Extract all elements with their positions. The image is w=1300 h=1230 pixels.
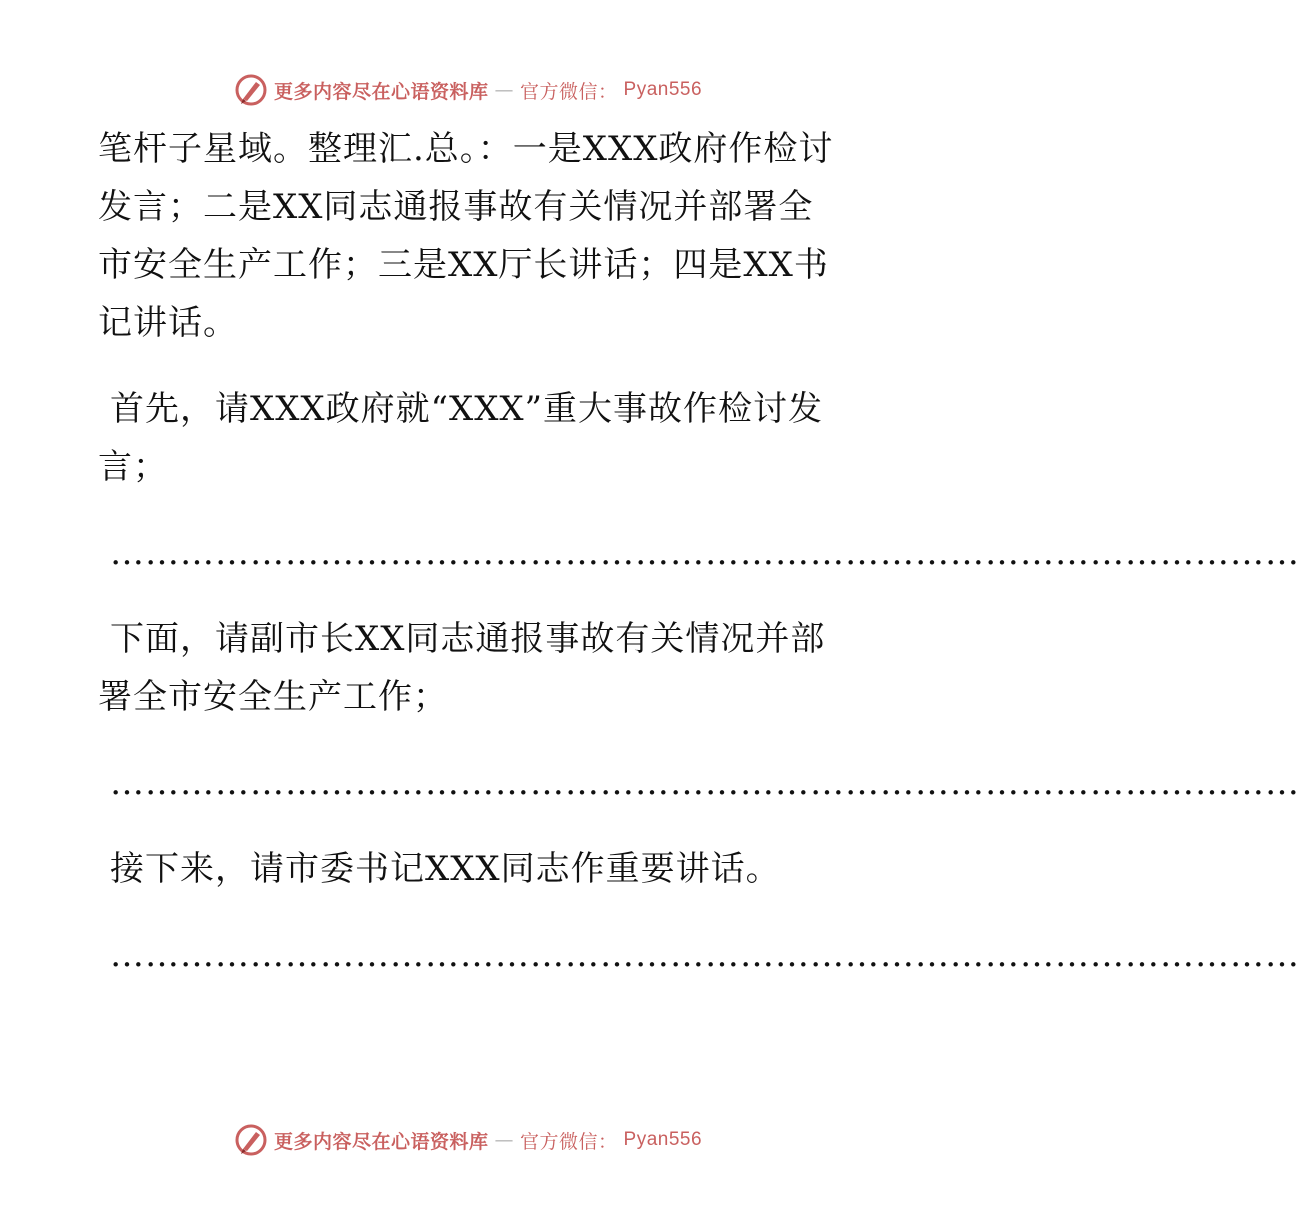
watermark-separator: — bbox=[494, 79, 515, 101]
paragraph-next: 下面，请副市长XX同志通报事故有关情况并部署全市安全生产工作； bbox=[98, 619, 826, 717]
paragraph-ellipsis-2: ………………………………………………………………………………………… bbox=[110, 763, 1300, 803]
paragraph-agenda: 笔杆子星域。整理汇.总。：一是XXX政府作检讨发言；二是XX同志通报事故有关情况并部署全市安全生产工作；三是XX厅长讲话；四是XX书记讲话。 bbox=[98, 129, 834, 343]
paragraph-then: 接下来，请市委书记XXX同志作重要讲话。 bbox=[110, 849, 781, 889]
watermark-sub-text: 官方微信： bbox=[520, 1130, 618, 1153]
header-watermark bbox=[234, 72, 702, 108]
watermark-main-text: 更多内容尽在心语资料库 bbox=[274, 1130, 489, 1153]
watermark-sub-text: 官方微信： bbox=[520, 80, 618, 103]
watermark-main-text: 更多内容尽在心语资料库 bbox=[274, 80, 489, 103]
pen-logo-icon bbox=[234, 1123, 268, 1157]
paragraph-ellipsis-3: ………………………………………………………………………………………… bbox=[110, 935, 1300, 975]
watermark-separator: — bbox=[494, 1129, 515, 1151]
footer-watermark bbox=[234, 1122, 702, 1158]
watermark-wechat-id: Pyan556 bbox=[623, 1129, 703, 1150]
watermark-wechat-id: Pyan556 bbox=[623, 79, 703, 100]
paragraph-ellipsis-1: ………………………………………………………………………………………… bbox=[110, 533, 1300, 573]
document-body bbox=[98, 120, 1300, 1012]
pen-logo-icon bbox=[234, 73, 268, 107]
paragraph-first: 首先，请XXX政府就“XXX”重大事故作检讨发言； bbox=[98, 389, 823, 487]
